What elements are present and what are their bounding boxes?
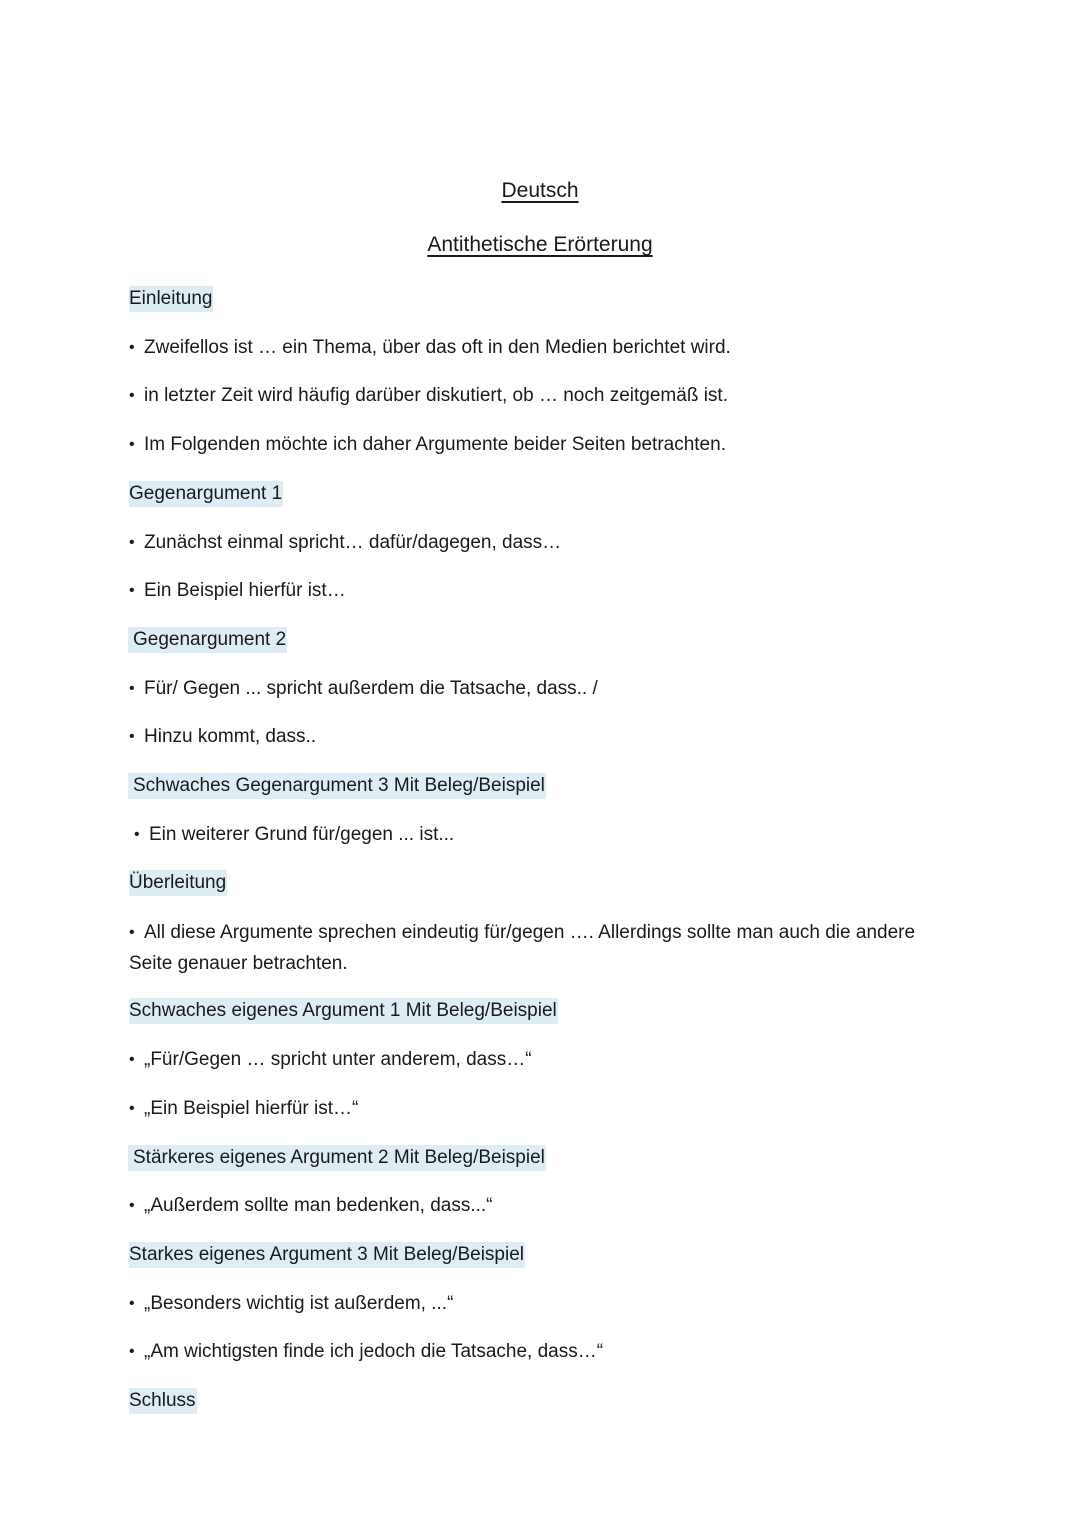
section-heading-gegenargument-3: Schwaches Gegenargument 3 Mit Beleg/Beispiel bbox=[128, 773, 546, 799]
section-heading-einleitung: Einleitung bbox=[129, 286, 213, 312]
section-heading-gegenargument-1: Gegenargument 1 bbox=[129, 481, 283, 507]
bullet-item: • in letzter Zeit wird häufig darüber diskutiert, ob … noch zeitgemäß ist. bbox=[129, 385, 728, 407]
bullet-item: • Für/ Gegen ... spricht außerdem die Tatsache, dass.. / bbox=[129, 678, 598, 700]
section-heading-ueberleitung: Überleitung bbox=[129, 870, 227, 896]
bullet-item: • Ein weiterer Grund für/gegen ... ist... bbox=[134, 824, 454, 846]
section-heading-eigenes-argument-2: Stärkeres eigenes Argument 2 Mit Beleg/Beispiel bbox=[128, 1145, 546, 1171]
bullet-item: • Hinzu kommt, dass.. bbox=[129, 726, 316, 748]
bullet-item: • Zweifellos ist … ein Thema, über das oft in den Medien berichtet wird. bbox=[129, 337, 731, 359]
subject-title: Deutsch bbox=[501, 179, 579, 202]
section-heading-schluss: Schluss bbox=[129, 1388, 197, 1414]
bullet-item: • „Am wichtigsten finde ich jedoch die Tatsache, dass…“ bbox=[129, 1341, 603, 1363]
document-title: Antithetische Erörterung bbox=[427, 233, 653, 256]
bullet-item: • Zunächst einmal spricht… dafür/dagegen, dass… bbox=[129, 532, 561, 554]
section-heading-eigenes-argument-1: Schwaches eigenes Argument 1 Mit Beleg/Beispiel bbox=[129, 998, 558, 1024]
bullet-item: • All diese Argumente sprechen eindeutig für/gegen …. Allerdings sollte man auch die andere Seite genauer betrachten. bbox=[129, 917, 929, 979]
section-heading-eigenes-argument-3: Starkes eigenes Argument 3 Mit Beleg/Beispiel bbox=[129, 1242, 525, 1268]
section-heading-gegenargument-2: Gegenargument 2 bbox=[128, 627, 287, 653]
bullet-item: • Im Folgenden möchte ich daher Argumente beider Seiten betrachten. bbox=[129, 434, 726, 456]
bullet-item: • „Außerdem sollte man bedenken, dass...“ bbox=[129, 1195, 493, 1217]
bullet-item: • „Ein Beispiel hierfür ist…“ bbox=[129, 1098, 358, 1120]
bullet-item: • Ein Beispiel hierfür ist… bbox=[129, 580, 346, 602]
bullet-item: • „Besonders wichtig ist außerdem, ...“ bbox=[129, 1293, 453, 1315]
bullet-item: • „Für/Gegen … spricht unter anderem, dass…“ bbox=[129, 1049, 532, 1071]
